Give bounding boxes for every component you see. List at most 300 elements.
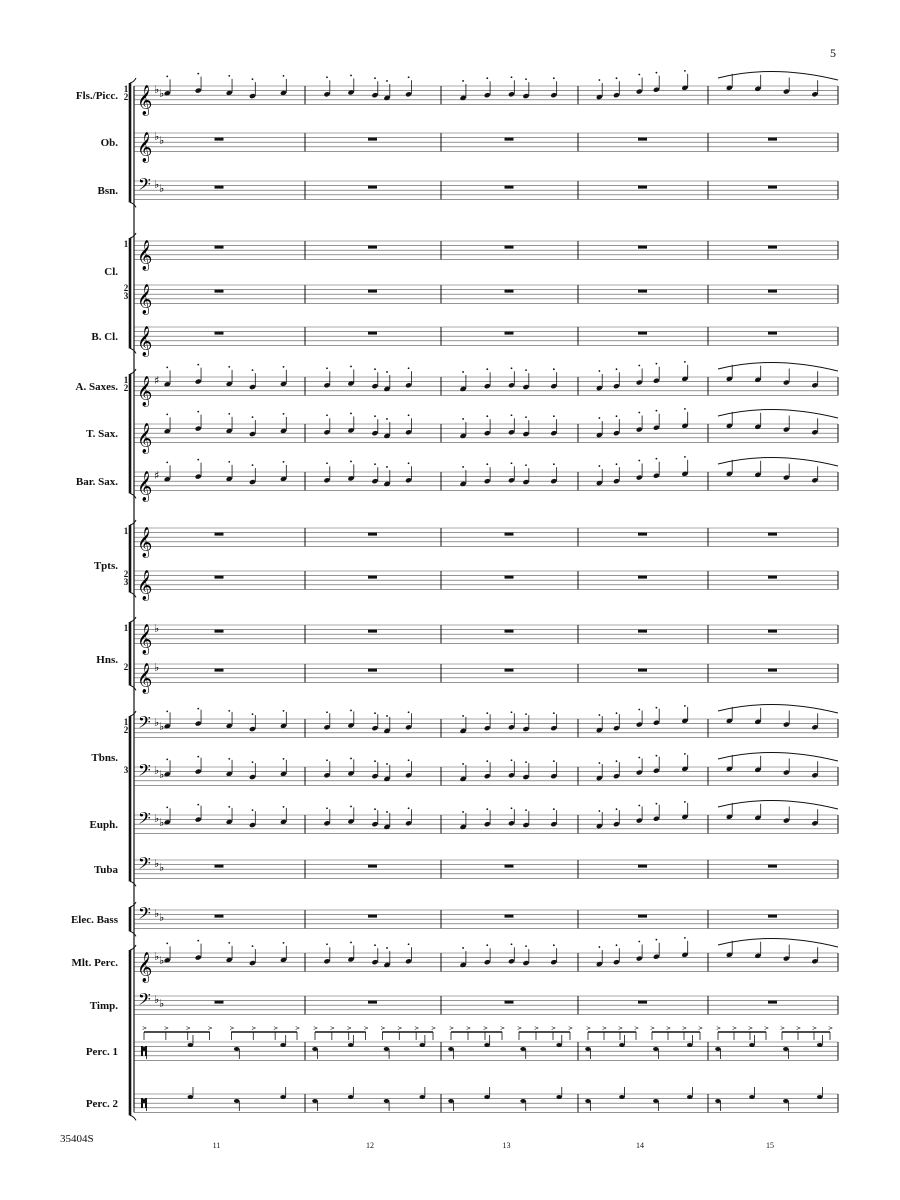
staccato-dot (553, 463, 555, 465)
perc-note (653, 1099, 659, 1103)
staccato-dot (462, 763, 464, 765)
staccato-dot (511, 943, 513, 945)
staccato-dot (166, 413, 168, 415)
accent-mark: > (380, 1025, 386, 1032)
staccato-dot (166, 942, 168, 944)
staccato-dot (486, 368, 488, 370)
treble-clef: 𝄞 (137, 423, 153, 454)
voice-number: 2 (123, 92, 129, 102)
staccato-dot (252, 416, 254, 418)
staccato-dot (252, 78, 254, 80)
staccato-dot (408, 943, 410, 945)
staccato-dot (486, 463, 488, 465)
staccato-dot (374, 368, 376, 370)
perc-note (484, 1043, 490, 1047)
staccato-dot (252, 761, 254, 763)
perc-note (619, 1095, 625, 1099)
accent-mark: > (414, 1025, 420, 1032)
instrument-label-bcl: B. Cl. (91, 331, 118, 344)
staccato-dot (283, 758, 285, 760)
whole-rest (368, 246, 377, 249)
staccato-dot (350, 366, 352, 368)
staccato-dot (616, 944, 618, 946)
perc-note (715, 1047, 721, 1051)
staccato-dot (616, 712, 618, 714)
measure-number: 15 (766, 1141, 774, 1150)
staccato-dot (386, 466, 388, 468)
key-signature: ♭ (154, 812, 160, 825)
key-signature: ♭ (154, 857, 160, 870)
whole-rest (768, 669, 777, 672)
whole-rest (215, 332, 224, 335)
staccato-dot (525, 416, 527, 418)
whole-rest (505, 138, 514, 141)
slur (718, 752, 838, 761)
instrument-label-ebass: Elec. Bass (70, 914, 118, 927)
whole-rest (768, 1001, 777, 1004)
accent-mark: > (483, 1025, 489, 1032)
staccato-dot (525, 945, 527, 947)
staccato-dot (684, 456, 686, 458)
accent-mark: > (534, 1025, 540, 1032)
treble-clef: 𝄞 (137, 85, 153, 116)
treble-clef: 𝄞 (137, 952, 153, 983)
staccato-dot (326, 76, 328, 78)
staccato-dot (326, 367, 328, 369)
accent-mark: > (517, 1025, 523, 1032)
perc-note (783, 1047, 789, 1051)
instrument-label-tuba: Tuba (93, 864, 118, 877)
staccato-dot (228, 366, 230, 368)
staccato-dot (684, 937, 686, 939)
whole-rest (505, 290, 514, 293)
staccato-dot (374, 712, 376, 714)
whole-rest (638, 630, 647, 633)
whole-rest (768, 915, 777, 918)
whole-rest (638, 533, 647, 536)
key-signature: ♭ (159, 997, 165, 1010)
perc-note (619, 1043, 625, 1047)
key-signature: ♭ (159, 182, 165, 195)
accent-mark: > (682, 1025, 688, 1032)
staccato-dot (326, 807, 328, 809)
perc-note (749, 1043, 755, 1047)
staccato-dot (486, 77, 488, 79)
key-signature: ♭ (154, 83, 160, 96)
accent-mark: > (586, 1025, 592, 1032)
staccato-dot (511, 462, 513, 464)
whole-rest (368, 138, 377, 141)
accent-mark: > (698, 1025, 704, 1032)
perc-note (280, 1043, 286, 1047)
perc-note (141, 1099, 147, 1103)
staccato-dot (283, 413, 285, 415)
staccato-dot (350, 806, 352, 808)
perc-note (348, 1043, 354, 1047)
whole-rest (638, 1001, 647, 1004)
instrument-label-timp: Timp. (89, 1000, 118, 1013)
staccato-dot (486, 415, 488, 417)
staccato-dot (462, 371, 464, 373)
key-signature: ♭ (159, 720, 165, 733)
staccato-dot (283, 75, 285, 77)
perc-note (484, 1095, 490, 1099)
staccato-dot (638, 74, 640, 76)
staccato-dot (553, 760, 555, 762)
page-number: 5 (830, 46, 836, 60)
staccato-dot (386, 418, 388, 420)
treble-clef: 𝄞 (137, 240, 153, 271)
bass-clef: 𝄢 (138, 989, 151, 1013)
perc-note (817, 1095, 823, 1099)
whole-rest (215, 865, 224, 868)
key-signature: ♭ (154, 716, 160, 729)
cl-group: Cl. (104, 266, 118, 278)
whole-rest (215, 630, 224, 633)
staccato-dot (599, 417, 601, 419)
slur (718, 938, 838, 947)
accent-mark: > (142, 1025, 148, 1032)
staccato-dot (511, 711, 513, 713)
key-signature: ♭ (159, 134, 165, 147)
accent-mark: > (551, 1025, 557, 1032)
staccato-dot (599, 79, 601, 81)
staccato-dot (638, 941, 640, 943)
accent-mark: > (500, 1025, 506, 1032)
catalog-number: 35404S (60, 1133, 94, 1145)
staccato-dot (462, 715, 464, 717)
whole-rest (638, 332, 647, 335)
staccato-dot (326, 943, 328, 945)
staccato-dot (684, 705, 686, 707)
whole-rest (215, 1001, 224, 1004)
whole-rest (768, 138, 777, 141)
tbn-group: Tbns. (91, 752, 118, 764)
voice-number: 1 (123, 239, 129, 249)
staccato-dot (228, 710, 230, 712)
perc-note (556, 1043, 562, 1047)
whole-rest (638, 290, 647, 293)
staccato-dot (252, 464, 254, 466)
whole-rest (505, 332, 514, 335)
key-signature: ♭ (154, 950, 160, 963)
instrument-label-ob: Ob. (100, 137, 118, 150)
accent-mark: > (796, 1025, 802, 1032)
key-signature: ♯ (154, 469, 160, 482)
whole-rest (368, 915, 377, 918)
whole-rest (768, 865, 777, 868)
staccato-dot (656, 458, 658, 460)
accent-mark: > (466, 1025, 472, 1032)
staccato-dot (638, 805, 640, 807)
staccato-dot (525, 761, 527, 763)
staccato-dot (350, 710, 352, 712)
whole-rest (215, 186, 224, 189)
perc-note (348, 1095, 354, 1099)
perc-note (749, 1095, 755, 1099)
staccato-dot (386, 763, 388, 765)
whole-rest (638, 138, 647, 141)
whole-rest (368, 630, 377, 633)
perc-note (520, 1099, 526, 1103)
staccato-dot (252, 809, 254, 811)
instrument-label-fl: Fls./Picc. (75, 90, 118, 103)
whole-rest (768, 246, 777, 249)
staccato-dot (656, 939, 658, 941)
whole-rest (638, 669, 647, 672)
whole-rest (505, 1001, 514, 1004)
perc-note (312, 1099, 318, 1103)
accent-mark: > (185, 1025, 191, 1032)
staccato-dot (525, 464, 527, 466)
whole-rest (368, 865, 377, 868)
staccato-dot (553, 77, 555, 79)
whole-rest (638, 186, 647, 189)
staccato-dot (553, 415, 555, 417)
staccato-dot (408, 759, 410, 761)
staccato-dot (197, 73, 199, 75)
staccato-dot (525, 78, 527, 80)
staccato-dot (684, 70, 686, 72)
instrument-label-p2: Perc. 2 (85, 1098, 118, 1111)
accent-mark: > (346, 1025, 352, 1032)
accent-mark: > (650, 1025, 656, 1032)
staccato-dot (166, 806, 168, 808)
perc-note (312, 1047, 318, 1051)
staccato-dot (228, 806, 230, 808)
whole-rest (368, 290, 377, 293)
slur (718, 457, 838, 466)
treble-clef: 𝄞 (137, 471, 153, 502)
voice-number: 2 (123, 383, 129, 393)
staccato-dot (511, 807, 513, 809)
staccato-dot (616, 368, 618, 370)
perc-note (817, 1043, 823, 1047)
treble-clef: 𝄞 (137, 527, 153, 558)
bass-clef: 𝄢 (138, 712, 151, 736)
accent-mark: > (568, 1025, 574, 1032)
staccato-dot (486, 944, 488, 946)
voice-number: 2 (123, 725, 129, 735)
staccato-dot (599, 946, 601, 948)
staccato-dot (197, 459, 199, 461)
measure-number: 11 (212, 1141, 221, 1150)
accent-mark: > (666, 1025, 672, 1032)
accent-mark: > (828, 1025, 834, 1032)
accent-mark: > (295, 1025, 301, 1032)
staccato-dot (462, 418, 464, 420)
perc-note (653, 1047, 659, 1051)
whole-rest (368, 332, 377, 335)
perc-note (234, 1099, 240, 1103)
staccato-dot (616, 808, 618, 810)
staccato-dot (525, 809, 527, 811)
whole-rest (368, 576, 377, 579)
key-signature: ♭ (159, 911, 165, 924)
staccato-dot (228, 758, 230, 760)
treble-clef: 𝄞 (137, 570, 153, 601)
whole-rest (768, 533, 777, 536)
staccato-dot (197, 364, 199, 366)
accent-mark: > (397, 1025, 403, 1032)
accent-mark: > (363, 1025, 369, 1032)
slur (718, 409, 838, 418)
whole-rest (215, 290, 224, 293)
staccato-dot (386, 715, 388, 717)
staccato-dot (638, 460, 640, 462)
staccato-dot (656, 803, 658, 805)
voice-number: 2 (123, 283, 129, 293)
staccato-dot (228, 413, 230, 415)
perc-note (280, 1095, 286, 1099)
key-signature: ♭ (154, 622, 160, 635)
whole-rest (215, 669, 224, 672)
perc-note (783, 1099, 789, 1103)
bass-clef: 𝄢 (138, 174, 151, 198)
slur (718, 362, 838, 371)
staccato-dot (166, 758, 168, 760)
measure-number: 14 (636, 1141, 644, 1150)
staccato-dot (374, 808, 376, 810)
instrument-label-bsx: Bar. Sax. (75, 476, 118, 489)
hn-group: Hns. (96, 654, 118, 666)
key-signature: ♭ (159, 954, 165, 967)
perc-note (419, 1095, 425, 1099)
whole-rest (215, 576, 224, 579)
staccato-dot (166, 75, 168, 77)
whole-rest (505, 915, 514, 918)
staccato-dot (197, 708, 199, 710)
staccato-dot (386, 811, 388, 813)
accent-mark: > (748, 1025, 754, 1032)
staccato-dot (350, 758, 352, 760)
accent-mark: > (207, 1025, 213, 1032)
slur (718, 800, 838, 809)
accent-mark: > (780, 1025, 786, 1032)
whole-rest (368, 669, 377, 672)
perc-note (687, 1043, 693, 1047)
instrument-label-euph: Euph. (89, 819, 118, 832)
staccato-dot (166, 710, 168, 712)
whole-rest (638, 915, 647, 918)
whole-rest (768, 630, 777, 633)
perc-note (556, 1095, 562, 1099)
accent-mark: > (229, 1025, 235, 1032)
accent-mark: > (732, 1025, 738, 1032)
tpt-group: Tpts. (93, 560, 118, 572)
key-signature: ♭ (154, 178, 160, 191)
instrument-label-mlt: Mlt. Perc. (71, 957, 118, 970)
staccato-dot (638, 412, 640, 414)
instrument-label-asx: A. Saxes. (75, 381, 118, 394)
staccato-dot (656, 72, 658, 74)
whole-rest (505, 576, 514, 579)
treble-clef: 𝄞 (137, 284, 153, 315)
whole-rest (368, 186, 377, 189)
staccato-dot (599, 714, 601, 716)
staccato-dot (166, 461, 168, 463)
perc-note (234, 1047, 240, 1051)
staccato-dot (350, 75, 352, 77)
perc-note (715, 1099, 721, 1103)
perc-note (520, 1047, 526, 1051)
staccato-dot (283, 366, 285, 368)
staccato-dot (553, 808, 555, 810)
staccato-dot (283, 806, 285, 808)
staccato-dot (252, 945, 254, 947)
whole-rest (638, 576, 647, 579)
bass-clef: 𝄢 (138, 808, 151, 832)
staccato-dot (656, 707, 658, 709)
staccato-dot (374, 415, 376, 417)
whole-rest (768, 290, 777, 293)
whole-rest (505, 246, 514, 249)
staccato-dot (252, 369, 254, 371)
staccato-dot (656, 410, 658, 412)
staccato-dot (228, 75, 230, 77)
whole-rest (215, 533, 224, 536)
voice-number: 2 (123, 569, 129, 579)
voice-number: 1 (123, 526, 129, 536)
instrument-label-p1: Perc. 1 (85, 1046, 118, 1059)
staccato-dot (656, 755, 658, 757)
staccato-dot (616, 760, 618, 762)
staccato-dot (197, 411, 199, 413)
staccato-dot (684, 753, 686, 755)
whole-rest (505, 186, 514, 189)
accent-mark: > (716, 1025, 722, 1032)
accent-mark: > (163, 1025, 169, 1032)
staccato-dot (486, 712, 488, 714)
staccato-dot (326, 414, 328, 416)
staccato-dot (166, 366, 168, 368)
accent-mark: > (449, 1025, 455, 1032)
staccato-dot (350, 413, 352, 415)
key-signature: ♭ (154, 130, 160, 143)
whole-rest (215, 915, 224, 918)
whole-rest (505, 669, 514, 672)
accent-mark: > (812, 1025, 818, 1032)
staccato-dot (374, 944, 376, 946)
staccato-dot (525, 713, 527, 715)
accent-mark: > (273, 1025, 279, 1032)
staccato-dot (511, 759, 513, 761)
staccato-dot (616, 415, 618, 417)
staccato-dot (638, 365, 640, 367)
measure-number: 13 (502, 1141, 511, 1150)
staccato-dot (197, 756, 199, 758)
voice-number: 1 (123, 717, 129, 727)
staccato-dot (599, 370, 601, 372)
perc-note (687, 1095, 693, 1099)
treble-clef: 𝄞 (137, 624, 153, 655)
accent-mark: > (634, 1025, 640, 1032)
staccato-dot (553, 368, 555, 370)
staccato-dot (511, 414, 513, 416)
staccato-dot (553, 712, 555, 714)
whole-rest (505, 533, 514, 536)
whole-rest (215, 138, 224, 141)
key-signature: ♭ (159, 861, 165, 874)
slur (718, 704, 838, 713)
staccato-dot (197, 804, 199, 806)
slur (718, 71, 838, 80)
whole-rest (368, 1001, 377, 1004)
whole-rest (215, 246, 224, 249)
perc-note (384, 1099, 390, 1103)
perc-note (419, 1043, 425, 1047)
staccato-dot (616, 463, 618, 465)
